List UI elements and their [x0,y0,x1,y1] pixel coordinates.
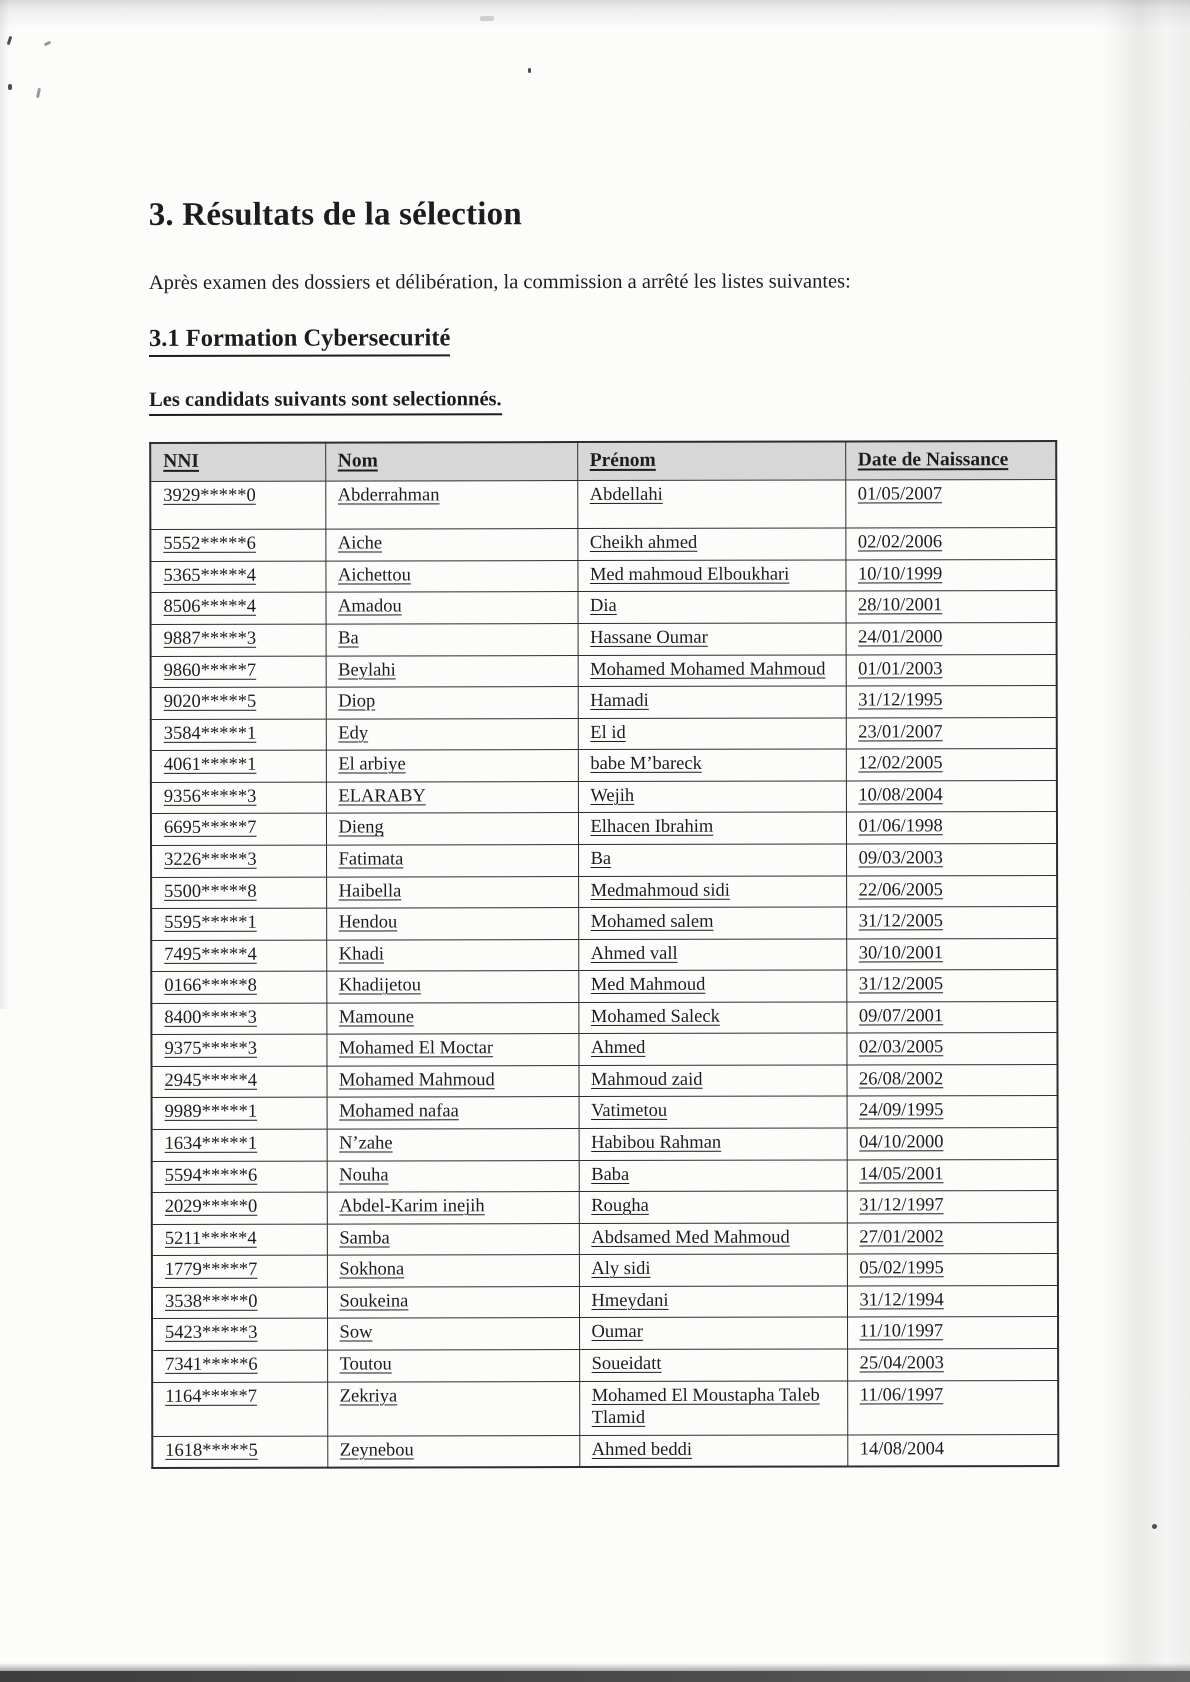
table-row [151,970,1057,1003]
cell-prenom-text: Dia [590,596,617,617]
column-header-prenom-label: Prénom [589,449,656,472]
column-header-prenom [577,441,845,480]
cell-date [847,1191,1058,1223]
cell-nom-text: Nouha [339,1165,389,1186]
cell-nom [326,1034,578,1066]
cell-nni-text: 5595*****1 [164,912,257,934]
cell-prenom [578,812,846,844]
cell-nom-text: Toutou [339,1354,392,1375]
cell-nom-text: El arbiye [338,754,406,775]
cell-date [846,717,1057,749]
cell-prenom-text: Abdsamed Med Mahmoud [591,1227,790,1248]
cell-nom [326,624,578,656]
header-row [150,441,1056,481]
candidates-table-body [150,479,1058,1468]
cell-nom-text: Edy [338,723,369,744]
cell-nni [151,750,326,782]
cell-prenom-text: Oumar [591,1322,643,1343]
table-row [151,907,1057,940]
cell-nom-text: Khadi [338,944,384,965]
scan-left-edge-shadow [0,0,10,1009]
cell-date [845,559,1056,591]
table-row [152,1434,1058,1468]
cell-prenom-text: Hmeydani [591,1290,669,1311]
cell-nom [325,480,577,529]
column-header-nom [325,442,577,481]
table-row [152,1222,1058,1255]
cell-nni [150,481,325,530]
cell-prenom [578,781,846,813]
cell-nni-text: 9020*****5 [163,691,257,713]
cell-nni-text: 6695*****7 [163,818,257,839]
cell-prenom-text: Med mahmoud Elboukhari [589,564,790,585]
cell-date-text: 01/05/2007 [857,484,943,505]
cell-date [847,1254,1058,1286]
cell-prenom-text: Wejih [590,785,635,806]
cell-nni-text: 7495*****4 [164,944,257,965]
table-row [150,559,1056,592]
cell-date [847,1317,1058,1349]
cell-nom [326,1065,578,1097]
cell-nom-text: Sokhona [339,1259,405,1280]
cell-nom-text: Samba [339,1228,390,1249]
scan-speck [480,16,494,21]
column-header-date [845,441,1056,480]
column-header-nom-label: Nom [337,450,378,472]
cell-date [846,1001,1057,1033]
cell-date [847,1434,1058,1467]
cell-prenom [579,1191,847,1223]
cell-date [846,907,1057,939]
cell-nom-text: Mamoune [338,1007,414,1028]
cell-nom [325,529,577,561]
table-row [151,780,1057,813]
cell-nom [327,1129,579,1161]
cell-nni-text: 9989*****1 [164,1102,258,1123]
cell-nom [327,1350,579,1382]
section-title: 3. Résultats de la sélection [148,196,522,233]
cell-date-text: 31/12/1997 [859,1195,944,1216]
cell-date-text: 10/08/2004 [858,785,943,806]
cell-nni-text: 9860*****7 [163,660,257,681]
cell-nni [152,1287,327,1319]
cell-nom [327,1192,579,1224]
cell-nni-text: 5423*****3 [165,1323,258,1344]
cell-nom [326,750,578,782]
cell-date-text: 02/02/2006 [857,532,943,553]
cell-nni-text: 3929*****0 [163,485,256,506]
cell-date [847,1285,1058,1317]
cell-nom-text: Ba [338,628,359,649]
cell-prenom [577,560,845,592]
column-header-nni-label: NNI [163,450,200,472]
cell-date-text: 09/03/2003 [858,848,943,869]
cell-nni [152,1318,327,1350]
cell-prenom [578,1002,846,1034]
cell-nni [152,1436,327,1468]
cell-nni-text: 1164*****7 [165,1386,258,1407]
cell-nni-text: 5552*****6 [163,534,256,555]
cell-prenom-text: Vatimetou [591,1101,668,1122]
cell-date [845,528,1056,560]
cell-nni [151,845,326,877]
candidates-table [149,440,1059,1469]
cell-prenom [578,686,846,718]
cell-nni-text: 5594*****6 [164,1165,258,1186]
cell-prenom [579,1349,847,1381]
scan-bottom-edge-dark-band [0,1671,1190,1682]
cell-nom [327,1223,579,1255]
cell-date [847,1159,1058,1191]
cell-nni [151,719,326,751]
cell-prenom-text: Hassane Oumar [590,627,708,649]
cell-prenom-text: Soueidatt [591,1353,662,1374]
cell-date-text: 04/10/2000 [859,1132,944,1153]
cell-prenom [579,1381,847,1436]
cell-prenom [578,718,846,750]
cell-nom [327,1435,579,1468]
cell-prenom-text: Mohamed salem [590,911,714,933]
cell-nom [326,971,578,1003]
table-row [151,938,1057,971]
cell-nom-text: Aiche [337,533,383,554]
cell-nni [151,971,326,1003]
cell-prenom [578,876,846,908]
cell-nni [152,1161,327,1193]
cell-nom-text: Diop [338,691,376,712]
cell-nni-text: 3538*****0 [164,1291,258,1312]
cell-prenom-text: Med Mahmoud [590,975,706,996]
scan-speck [1152,1524,1157,1529]
cell-nom-text: Soukeina [339,1291,409,1312]
cell-prenom-text: Mahmoud zaid [590,1069,703,1090]
cell-prenom-text: babe M’bareck [590,754,702,775]
table-row [150,479,1056,529]
intro-paragraph: Après examen des dossiers et délibération, la commission a arrêté les listes suivantes: [148,270,851,294]
cell-nni-text: 4061*****1 [163,755,257,776]
cell-date-text: 11/10/1997 [859,1321,944,1342]
cell-nom [327,1286,579,1318]
cell-prenom-text: El id [590,722,626,743]
cell-prenom [579,1435,847,1468]
cell-date-text: 01/01/2003 [858,658,943,680]
cell-nni [151,624,326,656]
scan-speck [36,88,41,98]
cell-date-text: 10/10/1999 [857,564,943,585]
cell-nom-text: Fatimata [338,849,404,870]
cell-nom [326,876,578,908]
cell-date [846,780,1057,812]
cell-nni [152,1129,327,1161]
cell-nom-text: Abderrahman [337,485,440,506]
cell-prenom [578,970,846,1002]
cell-prenom-text: Abdellahi [589,484,663,505]
cell-date-text: 31/12/2005 [858,974,944,995]
cell-date [846,875,1057,907]
cell-nom [325,592,577,624]
cell-nom-text: Abdel-Karim inejih [339,1196,485,1217]
cell-nom-text: Mohamed El Moctar [338,1038,494,1059]
table-row [151,812,1057,845]
table-row [151,1064,1057,1097]
cell-nom [326,718,578,750]
table-row [151,875,1057,908]
cell-prenom-text: Elhacen Ibrahim [590,817,714,838]
cell-date [846,1033,1057,1065]
cell-nni [151,1003,326,1035]
cell-nni-text: 3226*****3 [164,849,257,870]
cell-nni-text: 1618*****5 [165,1440,258,1461]
cell-date [846,938,1057,970]
cell-date-text: 25/04/2003 [859,1353,944,1374]
cell-nom [326,845,578,877]
cell-date-text: 02/03/2005 [858,1037,944,1058]
cell-date-text: 26/08/2002 [858,1069,944,1090]
cell-nom-text: ELARABY [338,786,426,807]
cell-date [847,1380,1058,1435]
cell-nni-text: 9887*****3 [163,628,257,649]
cell-prenom [578,939,846,971]
cell-nni-text: 0166*****8 [164,975,257,997]
scan-speck [44,41,52,47]
cell-nom-text: Mohamed Mahmoud [338,1070,495,1091]
table-row [152,1254,1058,1287]
column-header-date-label: Date de Naissance [857,449,1009,471]
cell-nni [151,940,326,972]
cell-nom-text: N’zahe [339,1133,393,1154]
cell-date-text: 14/08/2004 [859,1438,945,1460]
cell-nni [151,687,326,719]
cell-nni [150,593,325,625]
cell-prenom [579,1254,847,1286]
cell-date-text: 27/01/2002 [859,1227,944,1248]
cell-nom [327,1255,579,1287]
cell-date-text: 09/07/2001 [858,1006,944,1027]
cell-nom-text: Haibella [338,880,402,902]
cell-nni-text: 1634*****1 [164,1133,258,1154]
cell-nom [326,1002,578,1034]
cell-prenom-text: Ahmed beddi [591,1439,693,1460]
cell-nom-text: Dieng [338,817,384,838]
cell-date-text: 31/12/1995 [858,690,943,711]
cell-prenom [578,844,846,876]
cell-nom-text: Hendou [338,912,398,933]
cell-prenom-text: Ba [590,848,612,869]
scan-bottom-edge-soft-shadow [0,1663,1190,1671]
cell-nni-text: 2945*****4 [164,1070,258,1091]
cell-nni [152,1350,327,1382]
cell-nni-text: 2029*****0 [164,1196,258,1218]
cell-prenom-text: Cheikh ahmed [589,533,698,554]
cell-date [846,654,1057,686]
cell-date-text: 28/10/2001 [858,595,943,616]
cell-date [846,844,1057,876]
cell-prenom-text: Medmahmoud sidi [590,880,730,901]
cell-nni-text: 9356*****3 [163,786,257,807]
cell-date [847,1128,1058,1160]
cell-nni-text: 8506*****4 [163,597,257,618]
cell-prenom [578,749,846,781]
cell-nni [151,656,326,688]
cell-nom [327,1160,579,1192]
cell-nni [151,877,326,909]
cell-nni [152,1255,327,1287]
table-row [151,686,1057,719]
cell-date [846,623,1057,655]
cell-date [847,1222,1058,1254]
table-row [152,1096,1058,1129]
table-row [151,654,1057,687]
cell-nom [327,1318,579,1350]
table-row [152,1159,1058,1192]
cell-nni-text: 3584*****1 [163,723,257,744]
cell-prenom [579,1223,847,1255]
cell-nom-text: Mohamed nafaa [339,1101,459,1123]
cell-date [846,1064,1057,1096]
cell-date-text: 30/10/2001 [858,942,944,964]
cell-nom [326,939,578,971]
cell-prenom-text: Habibou Rahman [591,1132,722,1154]
table-row [152,1317,1058,1350]
table-row [151,717,1057,750]
table-row [150,528,1056,561]
table-row [151,749,1057,782]
table-row [151,1033,1057,1066]
cell-nni [152,1382,327,1436]
cell-prenom [578,623,846,655]
cell-nom [325,560,577,592]
table-row [152,1191,1058,1224]
cell-prenom [578,907,846,939]
table-row [151,623,1057,656]
cell-prenom-text: Ahmed [590,1038,646,1059]
cell-date-text: 14/05/2001 [859,1163,944,1185]
cell-prenom [579,1286,847,1318]
cell-nom [326,781,578,813]
cell-nni [151,813,326,845]
cell-date-text: 31/12/2005 [858,911,943,932]
cell-prenom [578,1065,846,1097]
table-row [151,844,1057,877]
cell-nom-text: Zeynebou [339,1440,414,1461]
cell-nom [326,655,578,687]
cell-nni-text: 5365*****4 [163,565,256,586]
cell-date-text: 23/01/2007 [858,722,943,743]
cell-nni [150,561,325,593]
column-header-nni [150,443,325,482]
cell-nni-text: 1779*****7 [164,1260,258,1281]
table-row [150,591,1056,624]
cell-nom-text: Aichettou [337,565,411,586]
cell-date-text: 24/01/2000 [858,627,943,648]
cell-date-text: 31/12/1994 [859,1290,944,1311]
cell-prenom-text: Mohamed El Moustapha Taleb Tlamid [591,1385,820,1429]
cell-nni-text: 7341*****6 [165,1354,258,1375]
scan-right-edge-shadow [1102,0,1190,1682]
cell-prenom-text: Baba [591,1164,630,1185]
cell-prenom [579,1160,847,1192]
scan-speck [8,84,12,90]
cell-nom [326,908,578,940]
table-row [152,1128,1058,1161]
cell-nom-text: Zekriya [339,1385,398,1407]
cell-nom [327,1381,579,1436]
cell-prenom-text: Hamadi [590,691,649,712]
cell-nni-text: 9375*****3 [164,1039,257,1060]
cell-date [846,812,1057,844]
cell-nom [327,1097,579,1129]
candidates-table-header [150,441,1056,481]
cell-prenom [579,1096,847,1128]
cell-nni [151,782,326,814]
cell-date [846,749,1057,781]
cell-nni-text: 5211*****4 [164,1228,257,1249]
cell-nni [151,1066,326,1098]
cell-prenom-text: Aly sidi [591,1259,651,1280]
cell-date [845,479,1056,528]
cell-date-text: 01/06/1998 [858,816,943,837]
cell-date [846,970,1057,1002]
cell-prenom [577,591,845,623]
cell-date [846,686,1057,718]
table-row [152,1380,1058,1436]
table-row [152,1349,1058,1382]
table-row [151,1001,1057,1034]
cell-nom-text: Khadijetou [338,975,422,996]
cell-date-text: 05/02/1995 [859,1258,944,1279]
cell-date-text: 12/02/2005 [858,753,943,774]
cell-nni [152,1098,327,1130]
cell-date [847,1096,1058,1128]
document-content [149,195,1060,1469]
cell-nni [150,529,325,561]
cell-nni [151,1034,326,1066]
cell-nni [152,1192,327,1224]
cell-nom [326,813,578,845]
cell-date [845,591,1056,623]
scan-top-edge-shadow [0,0,1190,28]
cell-prenom [577,480,845,529]
table-row [152,1285,1058,1318]
cell-prenom-text: Ahmed vall [590,943,678,964]
cell-nom-text: Amadou [338,596,402,618]
cell-prenom [579,1317,847,1349]
cell-date-text: 22/06/2005 [858,879,943,900]
cell-prenom [577,528,845,560]
cell-nni-text: 8400*****3 [164,1007,257,1028]
cell-prenom [578,1033,846,1065]
scan-speck [528,68,531,73]
subsection-title: 3.1 Formation Cybersecurité [149,324,450,357]
cell-prenom [579,1128,847,1160]
cell-nni [152,1224,327,1256]
cell-date-text: 11/06/1997 [859,1384,944,1405]
cell-date-text: 24/09/1995 [859,1100,944,1121]
cell-prenom-text: Mohamed Saleck [590,1006,720,1027]
cell-nni-text: 5500*****8 [164,881,257,902]
cell-nom [326,687,578,719]
cell-prenom [578,655,846,687]
cell-nni [151,908,326,940]
cell-prenom-text: Rougha [591,1196,649,1217]
cell-prenom-text: Mohamed Mohamed Mahmoud [590,659,826,680]
cell-nom-text: Beylahi [338,660,396,681]
cell-date [847,1349,1058,1381]
cell-nom-text: Sow [339,1322,373,1343]
list-caption: Les candidats suivants sont selectionnés. [149,388,502,416]
